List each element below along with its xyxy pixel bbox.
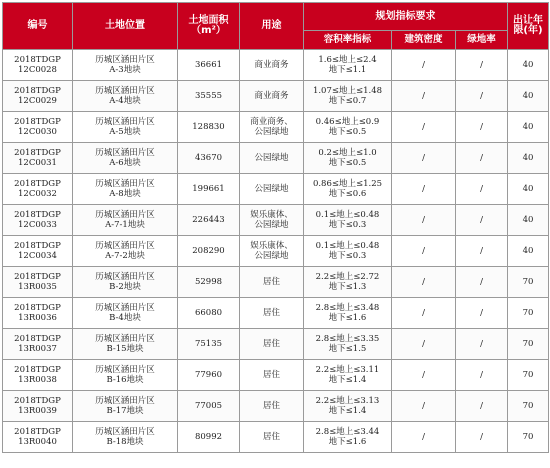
cell-area-text: 226443 [192,215,225,225]
cell-area [178,329,240,360]
cell-use-text: 居住 [262,370,280,380]
cell-green-text: / [480,184,483,194]
cell-location [73,391,178,422]
cell-location-text: B-16地块 [106,375,144,385]
cell-density [392,50,456,81]
cell-far-text: 2.2≤地上≤3.11 [315,365,380,375]
cell-far-text: 地下≤0.5 [328,127,367,137]
cell-id-text: 12C0033 [18,220,57,230]
cell-density-text: / [422,153,425,163]
cell-id [3,112,73,143]
header-area-line1: 土地面积 [188,15,229,26]
cell-green-text: / [480,339,483,349]
cell-id-text: 13R0036 [18,313,57,323]
cell-green-text: / [480,91,483,101]
cell-location [73,236,178,267]
cell-use-text: 娱乐康体、 [250,210,293,220]
cell-location-text: 历城区涵田片区 [95,179,155,189]
cell-term [508,360,549,391]
cell-area [178,298,240,329]
cell-far-text: 0.2≤地上≤1.0 [318,148,377,158]
cell-far-text: 地下≤1.5 [328,344,367,354]
header-term [508,3,549,50]
cell-location-text: B-17地块 [106,406,144,416]
cell-area [178,391,240,422]
table-row [3,50,549,81]
header-area-line2: （m²） [191,25,226,36]
cell-location-text: 历城区涵田片区 [95,86,155,96]
cell-green-text: / [480,215,483,225]
cell-location-text: B-4地块 [109,313,141,323]
cell-area [178,267,240,298]
cell-area [178,360,240,391]
cell-area-text: 52998 [194,277,223,287]
cell-location [73,174,178,205]
cell-term [508,298,549,329]
cell-term-text: 40 [522,153,534,163]
cell-far [304,205,392,236]
cell-term [508,422,549,453]
cell-area-text: 35555 [194,91,223,101]
cell-density-text: / [422,370,425,380]
cell-green [456,112,508,143]
cell-id [3,50,73,81]
cell-density-text: / [422,339,425,349]
cell-use [240,422,304,453]
cell-location [73,205,178,236]
cell-green [456,50,508,81]
cell-density [392,329,456,360]
cell-area [178,236,240,267]
cell-use-text: 居住 [262,401,280,411]
header-location: 土地位置 [73,3,178,50]
cell-green-text: / [480,370,483,380]
cell-term-text: 70 [522,370,534,380]
cell-green [456,143,508,174]
cell-density-text: / [422,60,425,70]
cell-term [508,236,549,267]
cell-use-text: 商业商务 [254,60,289,70]
table-row [3,329,549,360]
cell-green-text: / [480,277,483,287]
cell-location-text: 历城区涵田片区 [95,303,155,313]
cell-green [456,174,508,205]
cell-id-text: 2018TDGP [14,210,61,220]
cell-area [178,50,240,81]
cell-far [304,298,392,329]
cell-location [73,81,178,112]
cell-far-text: 2.8≤地上≤3.35 [315,334,380,344]
cell-far-text: 地下≤0.3 [328,251,367,261]
cell-location-text: B-2地块 [109,282,141,292]
cell-density-text: / [422,308,425,318]
cell-id-text: 2018TDGP [14,117,61,127]
cell-green-text: / [480,153,483,163]
cell-location [73,50,178,81]
cell-term [508,329,549,360]
cell-density [392,174,456,205]
cell-density [392,267,456,298]
cell-id-text: 2018TDGP [14,86,61,96]
cell-density-text: / [422,277,425,287]
table-row [3,298,549,329]
cell-use-text: 居住 [262,339,280,349]
cell-density [392,391,456,422]
cell-green [456,236,508,267]
cell-location-text: A-8地块 [109,189,141,199]
cell-area-text: 77960 [194,370,223,380]
cell-id-text: 2018TDGP [14,365,61,375]
table-row [3,112,549,143]
cell-use [240,112,304,143]
cell-location-text: A-7-1地块 [105,220,145,230]
table-row [3,143,549,174]
cell-use [240,50,304,81]
cell-id-text: 2018TDGP [14,241,61,251]
cell-density-text: / [422,122,425,132]
cell-far-text: 1.07≤地上≤1.48 [312,86,383,96]
cell-id-text: 13R0038 [18,375,57,385]
cell-far-text: 地下≤0.6 [328,189,367,199]
cell-use [240,205,304,236]
cell-term-text: 40 [522,122,534,132]
table-row [3,205,549,236]
cell-density [392,298,456,329]
cell-id [3,329,73,360]
cell-location-text: 历城区涵田片区 [95,334,155,344]
cell-density-text: / [422,215,425,225]
cell-green [456,360,508,391]
cell-density [392,205,456,236]
cell-far-text: 0.86≤地上≤1.25 [312,179,383,189]
cell-location-text: B-18地块 [106,437,144,447]
cell-term [508,267,549,298]
cell-location-text: 历城区涵田片区 [95,241,155,251]
cell-use-text: 居住 [262,432,280,442]
cell-use [240,391,304,422]
cell-far-text: 地下≤1.1 [328,65,367,75]
cell-term-text: 70 [522,339,534,349]
cell-id-text: 12C0030 [18,127,57,137]
cell-density [392,360,456,391]
cell-green [456,81,508,112]
cell-density [392,81,456,112]
table-row [3,422,549,453]
cell-far [304,267,392,298]
cell-far-text: 地下≤0.3 [328,220,367,230]
cell-id [3,267,73,298]
cell-use [240,267,304,298]
cell-far [304,174,392,205]
cell-use-text: 公园绿地 [254,153,289,163]
cell-location-text: A-7-2地块 [105,251,145,261]
cell-location [73,143,178,174]
cell-use-text: 公园绿地 [254,184,289,194]
cell-id [3,236,73,267]
cell-green-text: / [480,246,483,256]
cell-area-text: 199661 [192,184,225,194]
cell-location-text: A-6地块 [109,158,141,168]
cell-location [73,360,178,391]
cell-far [304,143,392,174]
cell-density [392,422,456,453]
cell-id [3,205,73,236]
cell-far [304,391,392,422]
cell-far-text: 2.2≤地上≤2.72 [315,272,380,282]
table-row [3,236,549,267]
cell-area-text: 75135 [194,339,223,349]
cell-use-text: 公园绿地 [254,251,289,261]
cell-location [73,422,178,453]
cell-location-text: 历城区涵田片区 [95,272,155,282]
cell-area-text: 208290 [192,246,225,256]
header-planning: 规划指标要求 [304,3,508,31]
cell-id-text: 12C0031 [18,158,57,168]
cell-term-text: 70 [522,401,534,411]
header-green: 绿地率 [456,31,508,50]
table-row [3,391,549,422]
cell-green [456,422,508,453]
cell-use [240,81,304,112]
cell-green-text: / [480,308,483,318]
cell-term [508,112,549,143]
cell-location-text: 历城区涵田片区 [95,117,155,127]
cell-density-text: / [422,401,425,411]
cell-far-text: 0.46≤地上≤0.9 [315,117,380,127]
cell-area-text: 77005 [194,401,223,411]
cell-use-text: 居住 [262,277,280,287]
cell-far-text: 地下≤0.5 [328,158,367,168]
header-density: 建筑密度 [392,31,456,50]
cell-density-text: / [422,432,425,442]
cell-location [73,112,178,143]
cell-area [178,174,240,205]
cell-id-text: 12C0032 [18,189,57,199]
cell-area-text: 128830 [192,122,225,132]
cell-density-text: / [422,246,425,256]
cell-density-text: / [422,91,425,101]
cell-id-text: 2018TDGP [14,179,61,189]
cell-far-text: 0.1≤地上≤0.48 [315,210,380,220]
header-term-line1: 出让年 [513,15,544,26]
cell-far-text: 1.6≤地上≤2.4 [318,55,377,65]
table-row [3,267,549,298]
cell-far [304,236,392,267]
cell-use [240,174,304,205]
cell-location-text: 历城区涵田片区 [95,210,155,220]
cell-density [392,112,456,143]
cell-area [178,422,240,453]
header-far: 容积率指标 [304,31,392,50]
cell-green-text: / [480,60,483,70]
cell-use-text: 居住 [262,308,280,318]
cell-id-text: 2018TDGP [14,334,61,344]
cell-green [456,391,508,422]
cell-id-text: 2018TDGP [14,55,61,65]
cell-id-text: 13R0039 [18,406,57,416]
cell-far-text: 2.8≤地上≤3.48 [315,303,380,313]
cell-use-text: 娱乐康体、 [250,241,293,251]
cell-far [304,422,392,453]
cell-term [508,143,549,174]
cell-far [304,81,392,112]
table-row [3,174,549,205]
cell-area-text: 66080 [194,308,223,318]
header-id: 编号 [3,3,73,50]
cell-location-text: 历城区涵田片区 [95,427,155,437]
cell-far-text: 地下≤1.6 [328,313,367,323]
cell-area [178,143,240,174]
cell-far-text: 地下≤1.4 [328,375,367,385]
cell-area-text: 36661 [194,60,223,70]
cell-term [508,391,549,422]
cell-area-text: 80992 [194,432,223,442]
land-parcel-table [2,2,549,453]
table-row [3,81,549,112]
cell-green-text: / [480,122,483,132]
cell-use-text: 公园绿地 [254,127,289,137]
cell-id-text: 2018TDGP [14,427,61,437]
cell-id-text: 12C0029 [18,96,57,106]
cell-id-text: 2018TDGP [14,303,61,313]
header-term-line2: 限(年) [513,25,543,36]
cell-far [304,329,392,360]
cell-location-text: A-4地块 [109,96,141,106]
cell-term [508,50,549,81]
table-body [3,50,549,453]
cell-location [73,267,178,298]
cell-id-text: 2018TDGP [14,272,61,282]
cell-density-text: / [422,184,425,194]
cell-id-text: 2018TDGP [14,396,61,406]
cell-use-text: 公园绿地 [254,220,289,230]
cell-location-text: 历城区涵田片区 [95,55,155,65]
cell-density [392,236,456,267]
cell-use [240,360,304,391]
cell-far [304,50,392,81]
cell-green [456,329,508,360]
cell-use [240,298,304,329]
cell-use-text: 商业商务 [254,91,289,101]
cell-term-text: 70 [522,432,534,442]
cell-use [240,236,304,267]
cell-far-text: 地下≤1.6 [328,437,367,447]
cell-location-text: 历城区涵田片区 [95,148,155,158]
cell-use [240,143,304,174]
cell-far-text: 2.2≤地上≤3.13 [315,396,380,406]
cell-far-text: 2.8≤地上≤3.44 [315,427,380,437]
cell-location [73,329,178,360]
cell-density [392,143,456,174]
cell-green-text: / [480,432,483,442]
cell-term-text: 40 [522,184,534,194]
cell-far-text: 地下≤0.7 [328,96,367,106]
cell-green-text: / [480,401,483,411]
cell-id [3,298,73,329]
cell-id-text: 13R0035 [18,282,57,292]
cell-location-text: 历城区涵田片区 [95,396,155,406]
table-row [3,360,549,391]
cell-id-text: 13R0040 [18,437,57,447]
cell-far [304,112,392,143]
cell-term-text: 40 [522,215,534,225]
cell-term-text: 40 [522,60,534,70]
cell-id [3,422,73,453]
cell-green [456,298,508,329]
cell-id [3,391,73,422]
cell-id [3,81,73,112]
cell-area-text: 43670 [194,153,223,163]
cell-area [178,112,240,143]
cell-use [240,329,304,360]
cell-term-text: 70 [522,277,534,287]
header-area [178,3,240,50]
cell-id [3,174,73,205]
cell-term-text: 40 [522,246,534,256]
cell-term-text: 70 [522,308,534,318]
header-use: 用途 [240,3,304,50]
cell-area [178,81,240,112]
cell-use-text: 商业商务、 [250,117,293,127]
cell-term [508,174,549,205]
cell-term [508,81,549,112]
cell-location-text: A-5地块 [109,127,141,137]
table-header [3,3,549,50]
cell-term [508,205,549,236]
cell-id-text: 2018TDGP [14,148,61,158]
cell-far-text: 地下≤1.4 [328,406,367,416]
cell-far-text: 0.1≤地上≤0.48 [315,241,380,251]
cell-far [304,360,392,391]
cell-location-text: 历城区涵田片区 [95,365,155,375]
cell-green [456,267,508,298]
cell-location [73,298,178,329]
cell-term-text: 40 [522,91,534,101]
cell-id [3,143,73,174]
cell-id-text: 13R0037 [18,344,57,354]
cell-area [178,205,240,236]
cell-id [3,360,73,391]
cell-location-text: A-3地块 [109,65,141,75]
cell-id-text: 12C0034 [18,251,57,261]
cell-id-text: 12C0028 [18,65,57,75]
cell-location-text: B-15地块 [106,344,144,354]
cell-green [456,205,508,236]
cell-far-text: 地下≤1.3 [328,282,367,292]
